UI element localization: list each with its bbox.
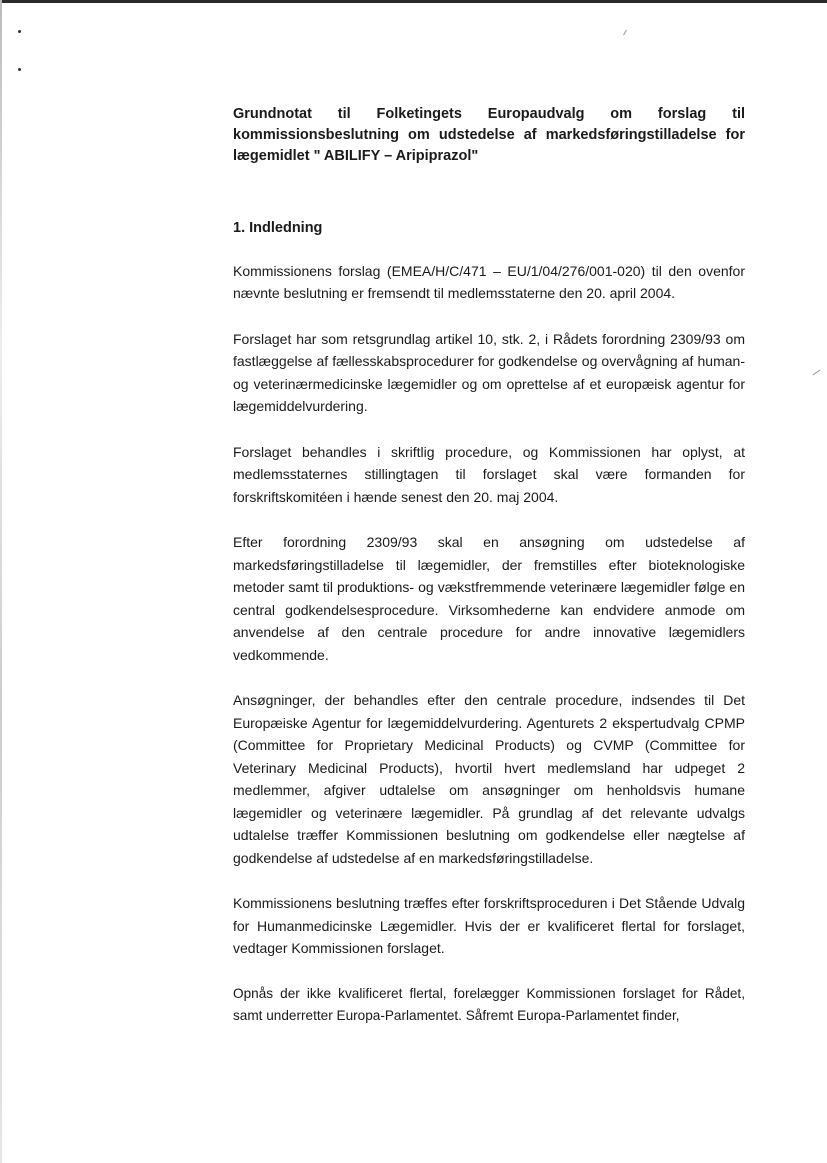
paragraph-1: Kommissionens forslag (EMEA/H/C/471 – EU/1/04/276/001-020) til den ovenfor nævnte beslutning er fremsendt til medlemsstaterne den 20. april 2004. <box>233 262 745 301</box>
paragraph-3: Forslaget behandles i skriftlig procedure, og Kommissionen har oplyst, at medlemsstaternes stillingtagen til forslaget skal være formanden for forskriftskomitéen i hænde senest den 20. maj 2004. <box>233 443 745 505</box>
scan-speck <box>18 30 21 33</box>
scan-top-border <box>0 0 827 3</box>
scan-left-edge <box>0 0 2 1163</box>
paragraph-6: Kommissionens beslutning træffes efter forskriftsproceduren i Det Stående Udvalg for Humanmedicinske Lægemidler. Hvis der er kvalificeret flertal for forslaget, vedtager Kommissionen forslaget. <box>233 895 745 956</box>
section-heading: 1. Indledning <box>233 220 323 236</box>
paragraph-5: Ansøgninger, der behandles efter den centrale procedure, indsendes til Det Europæiske Agentur for lægemiddelvurdering. Agenturets 2 ekspertudvalg CPMP (Committee for Proprietary Medicinal Products) og CVMP (Committee for Veterinary Medicinal Products), hvortil hvert medlemsland har udpeget 2 medlemmer, afgiver udtalelse om ansøgninger om henholdsvis humane lægemidler og veterinære lægemidler. På grundlag af det relevante udvalgs udtalelse træffer Kommissionen beslutning om godkendelse eller nægtelse af godkendelse af udstedelse af en markedsføringstilladelse. <box>233 692 745 866</box>
scan-mark <box>813 370 821 376</box>
scan-speck <box>18 68 21 71</box>
paragraph-7: Opnås der ikke kvalificeret flertal, forelægger Kommissionen forslaget for Rådet, samt underretter Europa-Parlamentet. Såfremt Europa-Parlamentet finder, <box>233 985 745 1023</box>
paragraph-2: Forslaget har som retsgrundlag artikel 10, stk. 2, i Rådets forordning 2309/93 om fastlæggelse af fællesskabsprocedurer for godkendelse og overvågning af human- og veterinærmedicinske lægemidler og om oprettelse af et europæisk agentur for lægemiddelvurdering. <box>233 330 745 414</box>
scan-mark <box>623 30 627 36</box>
document-title: Grundnotat til Folketingets Europaudvalg om forslag til kommissionsbeslutning om udstedelse af markedsføringstilladelse for lægemidlet " ABILIFY – Aripiprazol" <box>233 106 745 164</box>
paragraph-4: Efter forordning 2309/93 skal en ansøgning om udstedelse af markedsføringstilladelse til lægemidler, der fremstilles efter bioteknologiske metoder samt til produktions- og vækstfremmende veterinære lægemidler følge en central godkendelsesprocedure. Virksomhederne kan endvidere anmode om anvendelse af den centrale procedure for andre innovative lægemidlers vedkommende. <box>233 534 745 663</box>
document-page <box>233 104 745 1028</box>
